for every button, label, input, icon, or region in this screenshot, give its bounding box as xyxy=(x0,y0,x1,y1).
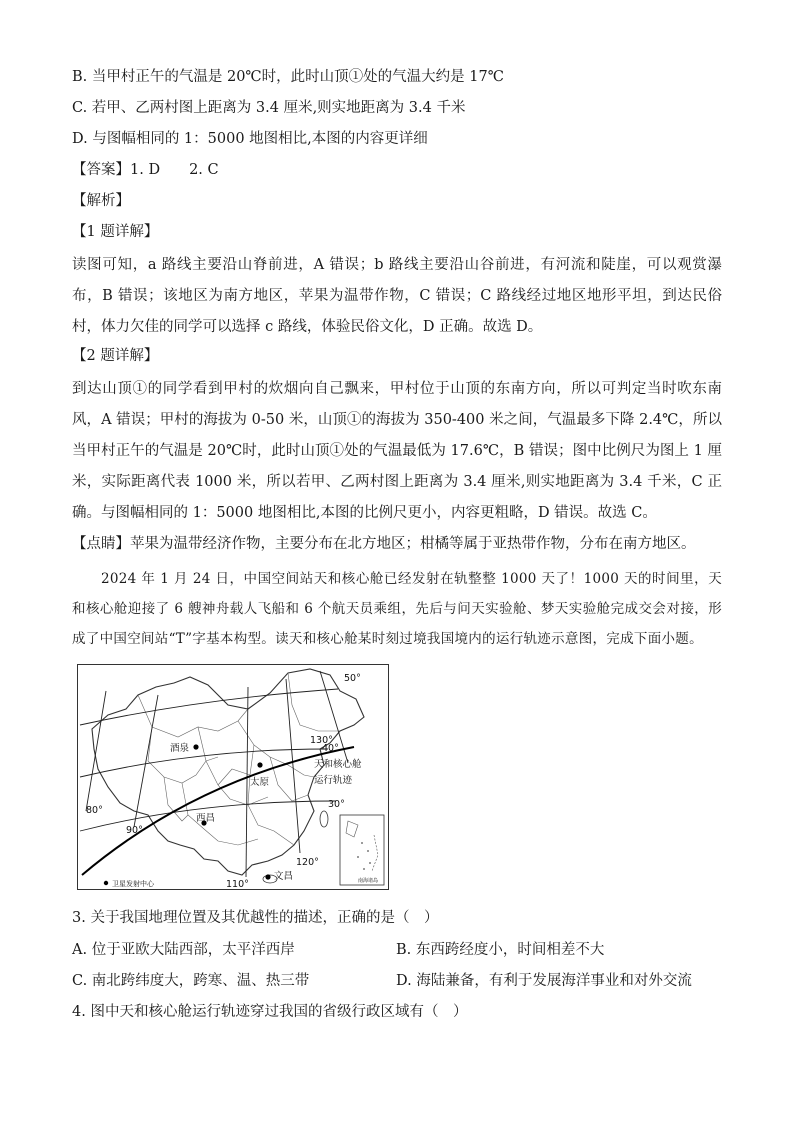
q3-options-row-1 xyxy=(72,939,722,961)
q2-explanation xyxy=(72,374,722,529)
lat-label-30: 30° xyxy=(328,799,345,810)
longitude-lines xyxy=(86,671,348,877)
inset-label: 南海诸岛 xyxy=(358,878,379,884)
orbit-label-line2: 运行轨迹 xyxy=(314,775,353,786)
jiuquan-marker xyxy=(193,744,198,749)
question-4: 4. 图中天和核心舱运行轨迹穿过我国的省级行政区域有（ ） xyxy=(72,1004,468,1020)
lon-label-120: 120° xyxy=(296,857,319,868)
q1-explanation-text: 读图可知，a 路线主要沿山脊前进，A 错误；b 路线主要沿山谷前进，有河流和陡崖，可以观赏瀑布，B 错误；该地区为南方地区，苹果为温带作物，C 错误；C 路线经过地区地形平坦，到达民俗村，体力欠佳的同学可以选择 c 路线，体验民俗文化，D 正确。故选 D。 xyxy=(72,257,722,335)
q3-option-b: B. 东西跨经度小，时间相差不大 xyxy=(396,942,605,958)
wenchang-marker xyxy=(265,874,270,879)
q1-heading: 【1 题详解】 xyxy=(72,224,159,240)
analysis-heading: 【解析】 xyxy=(72,193,130,209)
option-c: C. 若甲、乙两村图上距离为 3.4 厘米,则实地距离为 3.4 千米 xyxy=(72,100,466,116)
lon-label-110: 110° xyxy=(226,879,249,889)
q2-explanation-text: 到达山顶①的同学看到甲村的炊烟向自己飘来，甲村位于山顶的东南方向，所以可判定当时吹东南风，A 错误；甲村的海拔为 0-50 米，山顶①的海拔为 350-400 米之间，气温最多下降 2.4℃，所以当甲村正午的气温是 20℃时，此时山顶①处的气温最低为 17.6℃，B 错误；图中比例尺为图上 1 厘米，实际距离代表 1000 米，所以若甲、乙两村图上距离为 3.4 厘米,则实地距离为 3.4 千米，C 正确。与图幅相同的 1：5000 地图相比,本图的比例尺更小，内容更粗略，D 错误。故选 C。 xyxy=(72,381,722,521)
intro-text: 2024 年 1 月 24 日，中国空间站天和核心舱已经发射在轨整整 1000 天了！1000 天的时间里，天和核心舱迎接了 6 艘神舟载人飞船和 6 个航天员乘组，先后与问天实验舱、梦天实验舱完成交会对接，形成了中国空间站“T”字基本构型。读天和核心舱某时刻过境我国境内的运行轨迹示意图，完成下面小题。 xyxy=(72,571,722,647)
option-b: B. 当甲村正午的气温是 20℃时，此时山顶①处的气温大约是 17℃ xyxy=(72,69,504,85)
city-wenchang: 文昌 xyxy=(274,871,294,882)
orbit-map-figure xyxy=(77,664,389,890)
lat-label-50: 50° xyxy=(344,673,361,684)
q3-option-a: A. 位于亚欧大陆西部，太平洋西岸 xyxy=(72,942,295,958)
tip-line: 【点睛】苹果为温带经济作物，主要分布在北方地区；柑橘等属于亚热带作物，分布在南方地区。 xyxy=(72,536,696,552)
q1-explanation xyxy=(72,250,722,343)
question-3: 3. 关于我国地理位置及其优越性的描述，正确的是（ ） xyxy=(72,910,439,926)
lon-label-90: 90° xyxy=(126,825,143,836)
intro-paragraph xyxy=(72,564,722,654)
option-d: D. 与图幅相同的 1：5000 地图相比,本图的内容更详细 xyxy=(72,131,428,147)
city-xichang: 西昌 xyxy=(196,813,216,824)
taiwan-island xyxy=(320,811,328,827)
q3-option-d: D. 海陆兼备，有利于发展海洋事业和对外交流 xyxy=(396,973,692,989)
china-map-svg xyxy=(78,665,388,889)
city-taiyuan: 太原 xyxy=(250,777,270,788)
legend-label: 卫星发射中心 xyxy=(112,880,154,888)
inset-frame xyxy=(340,815,384,885)
orbit-label-line1: 天和核心舱 xyxy=(314,759,362,770)
q3-options-row-2 xyxy=(72,970,722,992)
lat-label-40: 40° xyxy=(322,743,339,754)
legend-marker xyxy=(104,881,108,885)
lon-label-80: 80° xyxy=(86,805,103,816)
taiyuan-marker xyxy=(257,762,262,767)
city-jiuquan: 酒泉 xyxy=(170,743,190,754)
q2-heading: 【2 题详解】 xyxy=(72,348,159,364)
answer-line: 【答案】1. D 2. C xyxy=(72,162,219,178)
q3-option-c: C. 南北跨纬度大，跨寒、温、热三带 xyxy=(72,973,310,989)
lon-label-130: 130° xyxy=(310,735,333,746)
